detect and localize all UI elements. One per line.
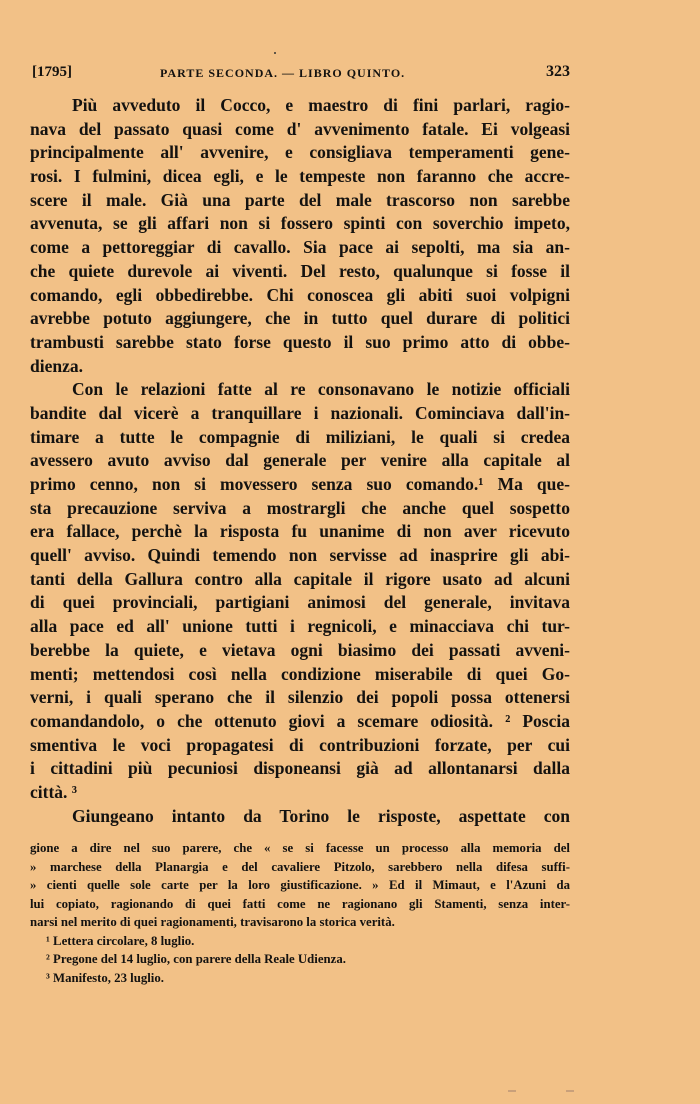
- page-number: 323: [546, 63, 570, 80]
- footnote-line: » cienti quelle sole carte per la loro giustificazione. » Ed il Mimaut, e l'Azuni da: [30, 878, 570, 893]
- text-line: principalmente all' avvenire, e consigliava temperamenti gene-: [30, 142, 570, 163]
- text-line: tanti della Gallura contro alla capitale il rigore usato ad alcuni: [30, 568, 570, 589]
- text-line: Più avveduto il Cocco, e maestro di fini parlari, ragio-: [72, 95, 570, 115]
- text-line: berebbe la quiete, e vietava ogni biasimo dei passati avveni-: [30, 639, 570, 660]
- footnote-line: lui copiato, ragionando di quei fatti come ne ragionano gli Stamenti, senza inter-: [30, 896, 570, 911]
- text-line: di quei provinciali, partigiani animosi del generale, invitava: [30, 592, 570, 613]
- text-line: comando, egli obbedirebbe. Chi conoscea gli abiti suoi volpigni: [30, 284, 570, 305]
- text-line: avrebbe potuto aggiungere, che in tutto quel durare di politici: [30, 308, 570, 329]
- text-line: dienza.: [30, 355, 83, 376]
- text-line: comandandolo, o che ottenuto giovi a scemare odiosità. ² Poscia: [30, 710, 570, 731]
- header-title: PARTE SECONDA. — LIBRO QUINTO.: [160, 66, 406, 80]
- text-line: Con le relazioni fatte al re consonavano le notizie officiali: [72, 379, 570, 400]
- text-line: avessero avuto avviso dal generale per venire alla capitale al: [30, 450, 570, 471]
- footnote-line: » marchese della Planargia e del cavaliere Pitzolo, sarebbero nella difesa suffi-: [30, 859, 570, 874]
- footnote-line: ² Pregone del 14 luglio, con parere della Reale Udienza.: [46, 952, 346, 967]
- text-line: come a pettoreggiar di cavallo. Sia pace ai sepolti, ma sia an-: [30, 237, 570, 258]
- scan-artifact: [566, 1090, 574, 1092]
- text-line: sta precauzione serviva a mostrargli che anche quel sospetto: [30, 497, 570, 518]
- text-line: verni, i quali sperano che il silenzio dei popoli possa ottenersi: [30, 687, 570, 708]
- running-header: [30, 58, 570, 84]
- footnote-line: ³ Manifesto, 23 luglio.: [46, 970, 164, 985]
- text-line: trambusti sarebbe stato forse questo il suo primo atto di obbe-: [30, 331, 570, 352]
- text-line: i cittadini più pecuniosi disponeansi già ad allontanarsi dalla: [30, 758, 570, 779]
- text-line: rosi. I fulmini, dicea egli, e le tempeste non faranno che accre-: [30, 166, 570, 187]
- text-line: avvenuta, se gli affari non si fossero spinti con soverchio impeto,: [30, 213, 570, 234]
- text-line: primo cenno, non si movessero senza suo comando.¹ Ma que-: [30, 474, 570, 494]
- footnote-line: narsi nel merito di quei ragionamenti, travisarono la storica verità.: [30, 915, 395, 930]
- text-line: città. ³: [30, 781, 78, 802]
- text-line: quell' avviso. Quindi temendo non servisse ad inasprire gli abi-: [30, 545, 570, 566]
- footnotes: [30, 839, 570, 987]
- text-line: che quiete durevole ai viventi. Del resto, qualunque si fosse il: [30, 260, 570, 281]
- text-line: timare a tutte le compagnie di miliziani, le quali si credea: [30, 426, 570, 447]
- text-line: scere il male. Già una parte del male trascorso non sarebbe: [30, 189, 570, 210]
- text-line: nava del passato quasi come d' avvenimento fatale. Ei volgeasi: [30, 118, 570, 139]
- header-year: [1795]: [32, 64, 72, 80]
- scan-artifact: [508, 1090, 516, 1092]
- book-page: [30, 58, 570, 987]
- text-line: menti; mettendosi così nella condizione miserabile di quei Go-: [30, 663, 570, 684]
- main-text: [30, 94, 570, 828]
- text-line: era fallace, perchè la risposta fu unanime di non aver ricevuto: [30, 521, 570, 542]
- text-line: Giungeano intanto da Torino le risposte, aspettate con: [72, 805, 570, 826]
- text-line: bandite dal vicerè a tranquillare i nazionali. Cominciava dall'in-: [30, 402, 570, 423]
- text-line: smentiva le voci propagatesi di contribuzioni forzate, per cui: [30, 734, 570, 755]
- footnote-line: gione a dire nel suo parere, che « se si facesse un processo alla memoria del: [30, 841, 570, 856]
- print-speck: [274, 52, 276, 54]
- text-line: alla pace ed all' unione tutti i regnicoli, e minacciava chi tur-: [30, 616, 570, 637]
- footnote-line: ¹ Lettera circolare, 8 luglio.: [46, 933, 195, 948]
